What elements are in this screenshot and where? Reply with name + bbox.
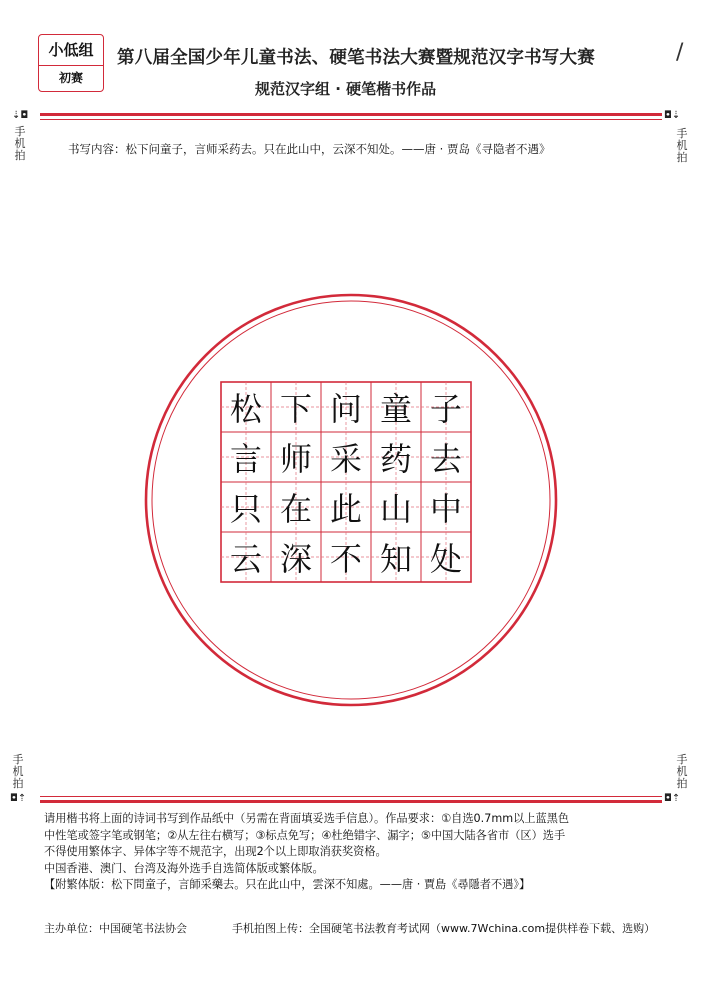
grid-character: 不 <box>329 540 362 578</box>
grid-character: 山 <box>379 490 412 528</box>
instruction-line: 不得使用繁体字、异体字等不规范字，出现2个以上即取消获奖资格。 <box>44 845 387 858</box>
category-subtitle: 规范汉字组 · 硬笔楷书作品 <box>255 80 437 98</box>
grid-character: 采 <box>329 440 362 478</box>
instruction-line: 中性笔或签字笔或钢笔；②从左往右横写；③标点免写；④杜绝错字、漏字；⑤中国大陆各省市（区）选手 <box>44 828 566 842</box>
camera-icon: ◘⇡ <box>10 793 27 804</box>
upload-info: 手机拍图上传：全国硬笔书法教育考试网（www.7Wchina.com提供样卷下载、选购） <box>232 922 656 935</box>
writing-content: 书写内容：松下问童子，言师采药去。只在此山中，云深不知处。——唐 · 贾岛《寻隐者不遇》 <box>68 142 551 156</box>
grid-character: 此 <box>329 490 362 528</box>
bottom-divider-thick <box>40 800 662 803</box>
grid-character: 去 <box>429 440 462 478</box>
instruction-line: 中国香港、澳门、台湾及海外选手自选简体版或繁体版。 <box>44 861 324 875</box>
photo-marker-bottom-left: 手机拍 <box>12 753 24 790</box>
grid-character: 松 <box>229 390 262 428</box>
grid-character: 知 <box>379 540 412 578</box>
instruction-line: 请用楷书将上面的诗词书写到作品纸中（另需在背面填妥选手信息）。作品要求：①自选0.7mm以上蓝黑色 <box>44 812 570 825</box>
grid-character: 童 <box>379 390 412 428</box>
top-divider-thin <box>40 119 662 120</box>
camera-icon: ◘⇣ <box>664 110 681 121</box>
grid-character: 药 <box>379 440 412 478</box>
category-badge <box>38 34 104 92</box>
grid-character: 下 <box>279 390 312 428</box>
title-slash-mark: / <box>676 40 684 65</box>
grid-character: 师 <box>279 440 312 478</box>
top-divider-thick <box>40 113 662 116</box>
photo-marker-top-right: 手机拍 <box>676 127 688 164</box>
grid-character: 子 <box>429 390 462 428</box>
grid-character: 言 <box>229 440 262 478</box>
camera-icon: ⇣◘ <box>12 110 29 121</box>
badge-category: 小低组 <box>39 35 103 66</box>
traditional-version: 【附繁体版：松下問童子，言師采藥去。只在此山中，雲深不知處。——唐 · 賈島《尋隱者不遇》】 <box>44 878 531 891</box>
instructions <box>44 811 664 894</box>
grid-character: 只 <box>229 490 262 528</box>
competition-title: 第八届全国少年儿童书法、硬笔书法大赛暨规范汉字书写大赛 <box>117 48 595 68</box>
grid-character: 中 <box>429 490 462 528</box>
writing-grid <box>220 381 472 583</box>
badge-stage: 初赛 <box>58 71 83 85</box>
photo-marker-top-left: 手机拍 <box>14 125 26 162</box>
bottom-divider-thin <box>40 796 662 797</box>
camera-icon: ◘⇡ <box>664 793 681 804</box>
organizer: 主办单位：中国硬笔书法协会 <box>44 922 187 935</box>
grid-character: 云 <box>229 540 262 578</box>
grid-character: 深 <box>279 540 312 578</box>
grid-character: 处 <box>429 540 462 578</box>
grid-character: 在 <box>279 490 312 528</box>
grid-character: 问 <box>329 390 362 428</box>
photo-marker-bottom-right: 手机拍 <box>676 753 688 790</box>
